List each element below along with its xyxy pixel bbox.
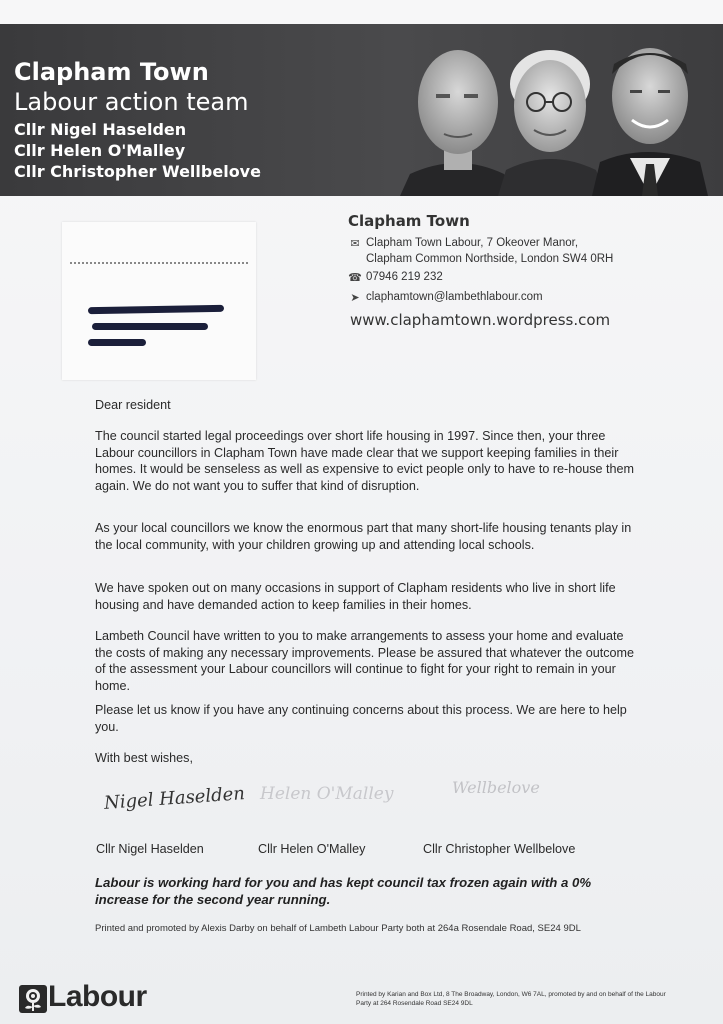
redaction-bar bbox=[88, 305, 224, 314]
salutation: Dear resident bbox=[95, 398, 171, 412]
address-dotted-rule bbox=[70, 262, 248, 264]
contact-address bbox=[348, 237, 708, 269]
letter-paragraph-2: As your local councillors we know the enormous part that many short-life housing tenants play in the local community, with your children growing up and attending local schools. bbox=[95, 521, 632, 552]
contact-heading: Clapham Town bbox=[348, 212, 470, 230]
header-banner bbox=[0, 24, 723, 196]
banner-councillor-2: Cllr Helen O'Malley bbox=[14, 141, 186, 160]
recipient-address-window bbox=[62, 222, 256, 380]
email-address[interactable]: claphamtown@lambethlabour.com bbox=[366, 291, 543, 303]
address-line-2: Clapham Common Northside, London SW4 0RH bbox=[366, 253, 614, 265]
address-line-1: Clapham Town Labour, 7 Okeover Manor, bbox=[366, 237, 579, 249]
signature-helen-omalley: Helen O'Malley bbox=[260, 784, 394, 804]
website-link[interactable]: www.claphamtown.wordpress.com bbox=[350, 311, 611, 329]
redaction-bar bbox=[92, 323, 208, 330]
phone-number: 07946 219 232 bbox=[366, 271, 443, 283]
logo-wordmark: Labour bbox=[48, 980, 147, 1013]
signature-nigel-haselden: Nigel Haselden bbox=[103, 783, 246, 814]
envelope-icon: ✉ bbox=[350, 238, 360, 250]
signatory-name-3: Cllr Christopher Wellbelove bbox=[423, 842, 576, 856]
banner-subtitle: Labour action team bbox=[14, 88, 249, 116]
imprint-promoted: Printed and promoted by Alexis Darby on behalf of Lambeth Labour Party both at 264a Rosendale Road, SE24 9DL bbox=[95, 923, 581, 934]
redaction-bar bbox=[88, 339, 146, 346]
photo-nigel-haselden bbox=[400, 50, 518, 196]
contact-email bbox=[348, 291, 708, 309]
letter-paragraph-5: Please let us know if you have any continuing concerns about this process. We are here to help you. bbox=[95, 703, 627, 734]
banner-councillor-1: Cllr Nigel Haselden bbox=[14, 120, 187, 139]
rose-icon bbox=[18, 984, 48, 1014]
letter-paragraph-3: We have spoken out on many occasions in support of Clapham residents who live in short life housing and have demanded action to keep families in their homes. bbox=[95, 581, 616, 612]
phone-icon: ☎ bbox=[348, 272, 362, 284]
banner-councillor-3: Cllr Christopher Wellbelove bbox=[14, 162, 261, 181]
signatory-name-2: Cllr Helen O'Malley bbox=[258, 842, 366, 856]
printer-imprint: Printed by Karian and Box Ltd, 8 The Broadway, London, W6 7AL, promoted by and on behalf of the Labour Party at 264 Rosendale Road SE24 9DL bbox=[356, 991, 666, 1007]
contact-phone bbox=[348, 271, 708, 289]
letter-paragraph-4: Lambeth Council have written to you to make arrangements to assess your home and evaluate the costs of making any necessary improvements. Please be assured that whatever the outcome of the assessment your Labour councillors will continue to fight for your right to remain in your home. bbox=[95, 629, 635, 693]
banner-title: Clapham Town bbox=[14, 58, 209, 86]
photo-christopher-wellbelove bbox=[592, 48, 708, 196]
photo-helen-omalley bbox=[498, 50, 606, 196]
slogan: Labour is working hard for you and has kept council tax frozen again with a 0% increase for the second year running. bbox=[95, 875, 592, 907]
signatory-name-1: Cllr Nigel Haselden bbox=[96, 842, 204, 856]
email-icon: ➤ bbox=[350, 292, 360, 304]
contact-block bbox=[348, 212, 708, 309]
letter-paragraph-1: The council started legal proceedings over short life housing in 1997. Since then, your three Labour councillors in Clapham Town have made clear that we support keeping families in their homes. It would be senseless as well as expensive to evict people only to have to re-house them again. We do not want you to suffer that kind of disruption. bbox=[95, 429, 635, 493]
signoff: With best wishes, bbox=[95, 751, 193, 765]
councillor-photos bbox=[400, 24, 723, 196]
signature-christopher-wellbelove: Wellbelove bbox=[452, 778, 540, 797]
